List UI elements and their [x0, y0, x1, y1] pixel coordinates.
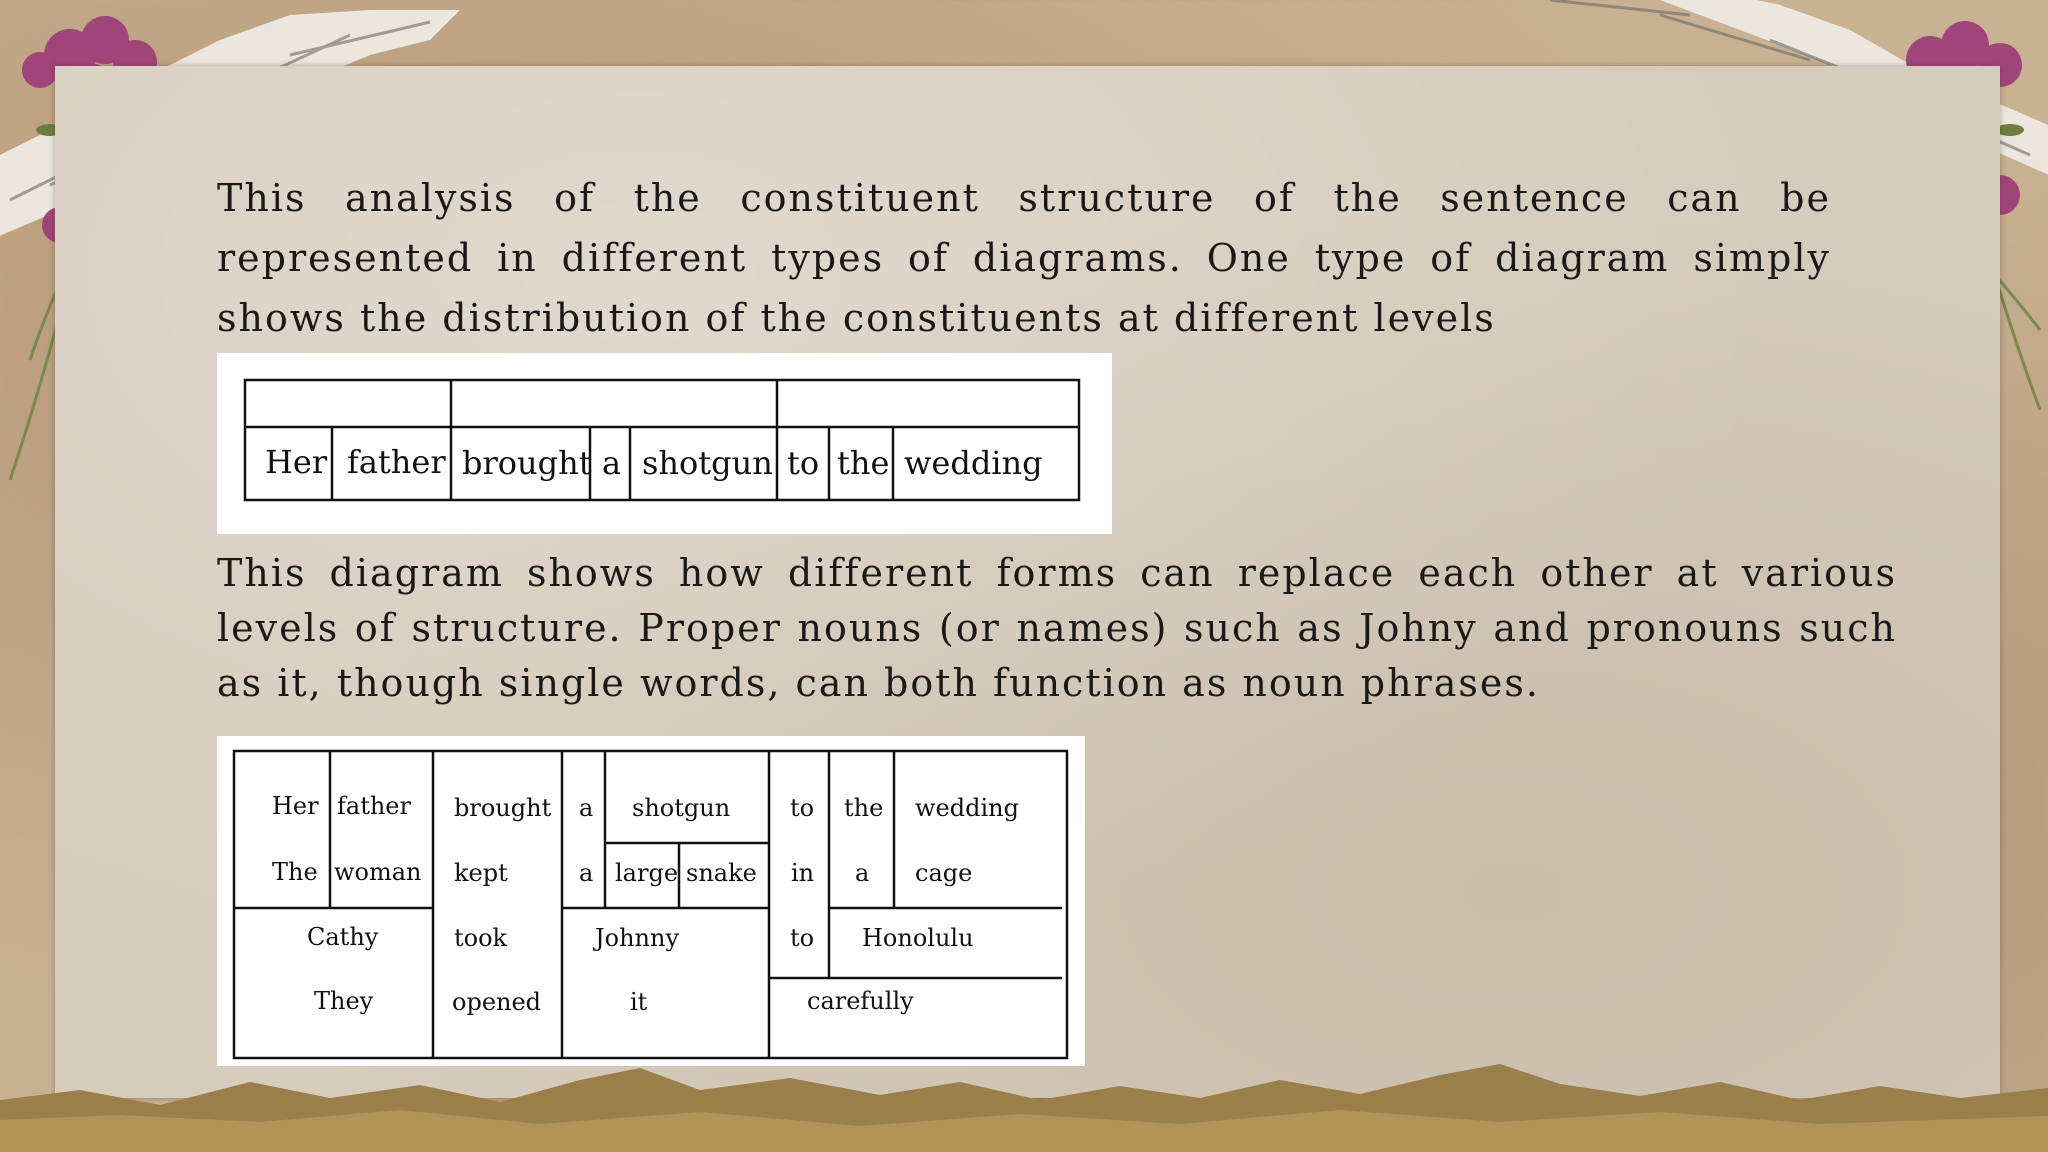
- diagram-word: Her: [272, 792, 319, 820]
- diagram-word: father: [337, 792, 411, 820]
- diagram-word: wedding: [915, 794, 1019, 822]
- diagram-word: a: [855, 859, 870, 887]
- diagram-word: a: [602, 444, 622, 482]
- diagram-word: Cathy: [307, 923, 379, 951]
- diagram-word: a: [579, 794, 594, 822]
- diagram-word: large: [615, 859, 679, 887]
- diagram-word: cage: [915, 859, 973, 887]
- diagram-word: in: [791, 859, 815, 887]
- diagram-word: father: [347, 443, 446, 481]
- diagram-word: They: [314, 987, 374, 1015]
- diagram-outer-box: [245, 380, 1079, 500]
- diagram-word: the: [844, 794, 884, 822]
- diagram-word: woman: [334, 858, 422, 886]
- torn-paper-edge-decoration: [0, 1060, 2048, 1152]
- diagram-word: brought: [454, 794, 552, 822]
- diagram-word: the: [837, 444, 890, 482]
- explanation-paragraph: This diagram shows how different forms can replace each other at various levels of structure. Proper nouns (or names) such as Johny and pronouns such as it, though single words, can both function as noun phrases.: [217, 551, 1897, 705]
- diagram-word: snake: [686, 859, 757, 887]
- intro-paragraph: This analysis of the constituent structure of the sentence can be represented in different types of diagrams. One type of diagram simply shows the distribution of the constituents at different levels: [217, 176, 1831, 340]
- diagram-word: opened: [452, 988, 542, 1016]
- diagram-word: it: [630, 988, 648, 1016]
- diagram-word: shotgun: [632, 794, 731, 822]
- diagram-word: brought: [462, 444, 592, 482]
- diagram-word: wedding: [904, 444, 1043, 482]
- diagram-word: kept: [454, 859, 508, 887]
- diagram-word: Honolulu: [862, 924, 974, 952]
- diagram-word: a: [579, 859, 594, 887]
- constituent-diagram-simple-svg: [217, 353, 1112, 534]
- diagram-word: shotgun: [642, 444, 773, 482]
- diagram-word: Johnny: [595, 924, 679, 952]
- constituent-diagram-simple: [217, 353, 1112, 534]
- diagram-word: The: [272, 858, 318, 886]
- substitution-diagram-svg: [217, 736, 1085, 1066]
- diagram-word: to: [787, 444, 820, 482]
- diagram-word: to: [790, 794, 815, 822]
- diagram-word: carefully: [807, 987, 914, 1015]
- substitution-diagram: [217, 736, 1085, 1066]
- diagram-word: to: [790, 924, 815, 952]
- diagram-word: Her: [265, 443, 328, 481]
- diagram-word: took: [454, 924, 508, 952]
